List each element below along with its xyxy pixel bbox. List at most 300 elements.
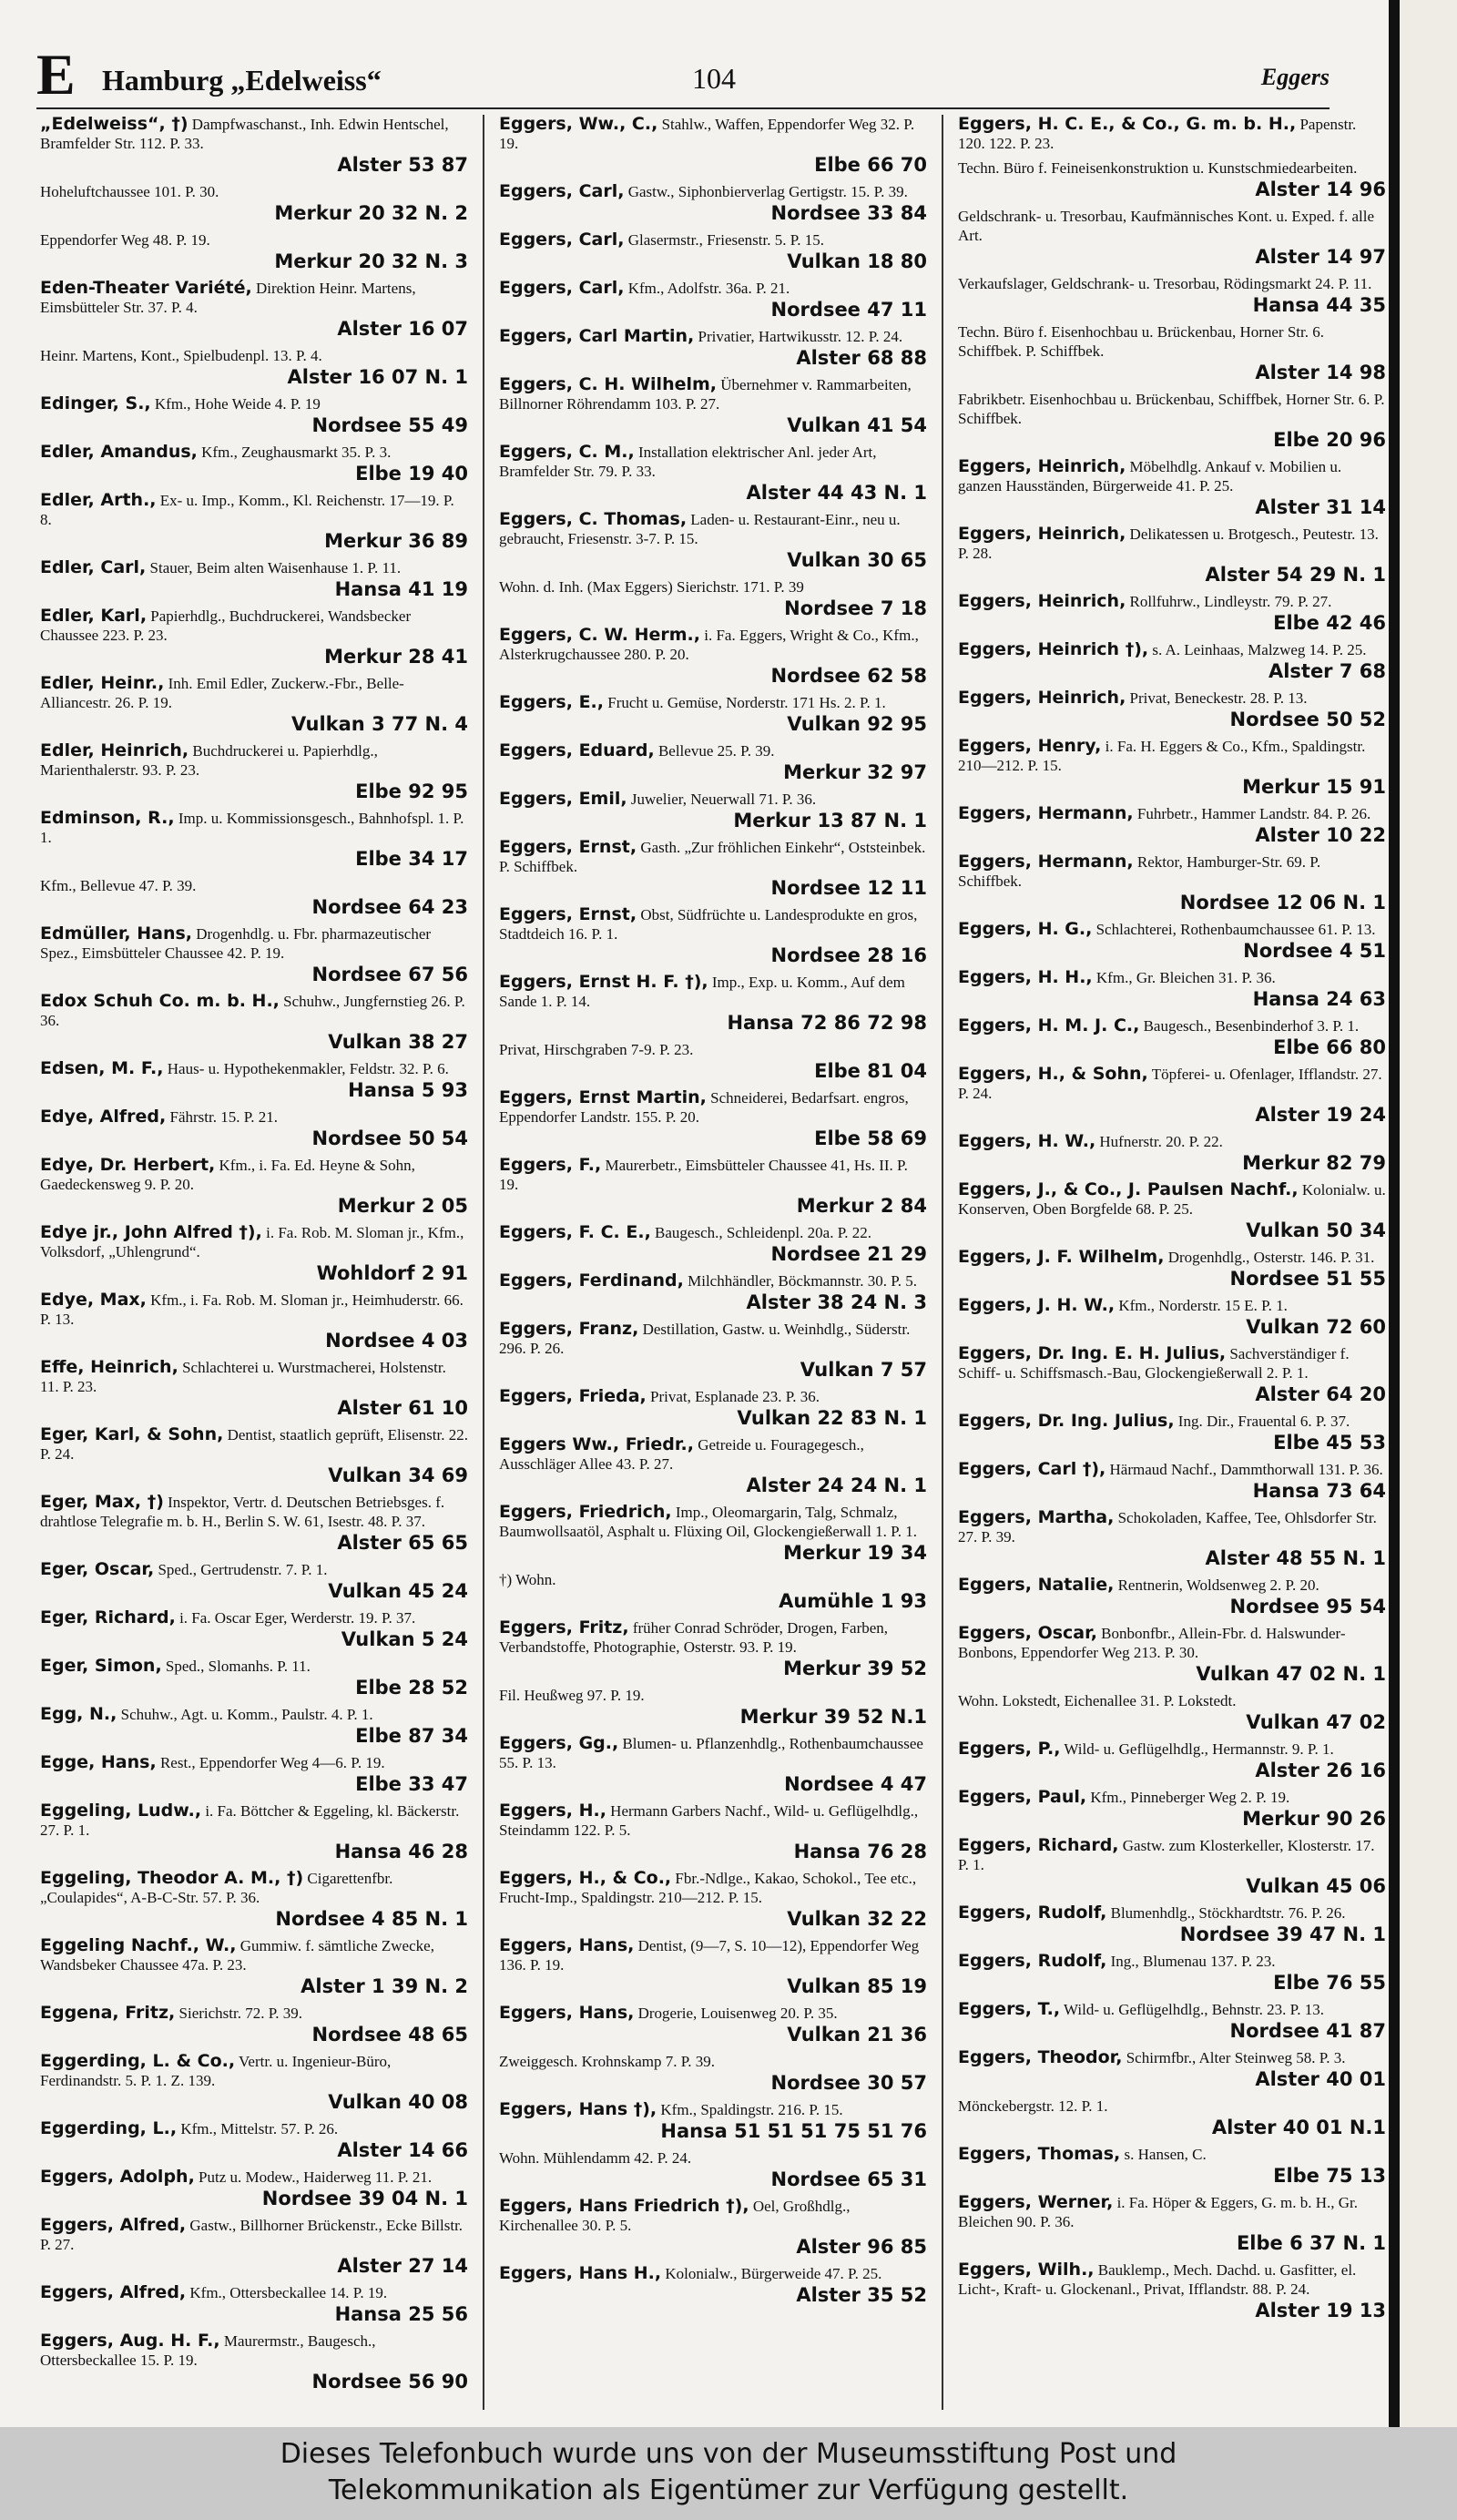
directory-entry (958, 158, 1386, 201)
entry-description: Putz u. Modew., Haiderweg 11. P. 21. (199, 2168, 433, 2186)
entry-telephone: Vulkan 47 02 (1246, 1711, 1386, 1733)
entry-telephone: Elbe 42 46 (1273, 612, 1386, 634)
entry-telephone: Nordsee 64 23 (311, 896, 468, 918)
running-head: Eggers (1260, 64, 1330, 90)
entry-telephone: Hansa 25 56 (334, 2303, 468, 2325)
entry-name: Edler, Arth., (40, 490, 157, 510)
entry-telephone: Hansa 73 64 (1252, 1480, 1386, 1502)
entry-description: Juwelier, Neuerwall 71. P. 36. (630, 791, 817, 808)
entry-telephone: Alster 48 55 N. 1 (1205, 1547, 1386, 1569)
entry-name: Eggers, Aug. H. F., (40, 2331, 220, 2351)
header-city: Hamburg „Edelweiss“ (102, 64, 382, 97)
entry-telephone: Nordsee 55 49 (311, 414, 468, 436)
entry-telephone: Alster 65 65 (337, 1532, 468, 1554)
entry-description: Fuhrbetr., Hammer Landstr. 84. P. 26. (1136, 805, 1371, 822)
entry-telephone: Elbe 66 80 (1273, 1036, 1386, 1058)
directory-entry (499, 905, 927, 967)
entry-telephone: Vulkan 22 83 N. 1 (737, 1407, 927, 1429)
entry-name: Eggers, Hans, (499, 2003, 635, 2023)
directory-entry (958, 689, 1386, 731)
entry-telephone: Hansa 41 19 (334, 578, 468, 600)
directory-entry (40, 1560, 468, 1603)
entry-description: †) Wohn. (499, 1571, 556, 1588)
entry-telephone: Elbe 76 55 (1273, 1972, 1386, 1994)
entry-description: Schlachterei u. Wurstmacherei, Holstenstr. 11. P. 23. (40, 1359, 446, 1395)
entry-telephone: Alster 38 24 N. 3 (746, 1291, 927, 1313)
entry-name: „Edelweiss“, †) (40, 115, 188, 134)
entry-description: Wohn. d. Inh. (Max Eggers) Sierichstr. 171. P. 39 (499, 578, 804, 596)
entry-telephone: Merkur 20 32 N. 3 (274, 250, 468, 272)
entry-description: Kfm., Zeughausmarkt 35. P. 3. (201, 444, 392, 461)
entry-telephone: Alster 96 85 (796, 2236, 927, 2258)
entry-description: Stauer, Beim alten Waisenhause 1. P. 11. (149, 559, 402, 576)
entry-description: Hermann Garbers Nachf., Wild- u. Geflügelhdlg., Steindamm 122. P. 5. (499, 1802, 919, 1839)
entry-description: Bauklemp., Mech. Dachd. u. Gasfitter, el. Licht-, Kraft- u. Glockenanl., Privat, Ifflandstr. 88. P. 24. (958, 2261, 1357, 2298)
directory-entry (499, 1503, 927, 1565)
entry-telephone: Merkur 36 89 (324, 530, 468, 552)
entry-name: Eggers, Hans †), (499, 2099, 657, 2119)
entry-name: Eggers, H. G., (958, 919, 1093, 939)
section-letter: E (36, 42, 76, 107)
entry-telephone: Merkur 20 32 N. 2 (274, 202, 468, 224)
column-divider (483, 115, 484, 2410)
entry-description: Vertr. u. Ingenieur-Büro, Ferdinandstr. 5. P. 1. Z. 139. (40, 2053, 392, 2089)
entry-telephone: Merkur 90 26 (1242, 1808, 1386, 1830)
directory-entry (958, 1412, 1386, 1454)
directory-entry (40, 2052, 468, 2114)
entry-name: Eggers, Eduard, (499, 740, 655, 760)
directory-entry (499, 741, 927, 784)
directory-entry (40, 876, 468, 919)
entry-telephone: Vulkan 3 77 N. 4 (291, 713, 468, 735)
entry-telephone: Vulkan 21 36 (787, 2024, 927, 2046)
directory-entry (40, 674, 468, 736)
entry-description: Imp., Oleomargarin, Talg, Schmalz, Baumwollsaatöl, Asphalt u. Flüxing Oil, Glockengießerwall 1. P. 1. (499, 1504, 917, 1540)
entry-description: Blumenhdlg., Stöckhardtstr. 76. P. 26. (1110, 1904, 1346, 1922)
entry-telephone: Elbe 87 34 (355, 1725, 468, 1747)
entry-description: Dentist, staatlich geprüft, Elisenstr. 22. P. 24. (40, 1426, 468, 1463)
directory-entry (499, 1387, 927, 1430)
entry-name: Eggers, Hermann, (958, 852, 1134, 872)
entry-telephone: Vulkan 47 02 N. 1 (1196, 1663, 1386, 1685)
directory-entry (40, 1107, 468, 1150)
entry-description: Schneiderei, Bedarfsart. engros, Eppendorfer Landstr. 155. P. 20. (499, 1089, 909, 1126)
entry-description: Obst, Südfrüchte u. Landesprodukte en gros, Stadtdeich 16. P. 1. (499, 906, 918, 943)
entry-telephone: Vulkan 34 69 (328, 1464, 468, 1486)
directory-entry (958, 1344, 1386, 1406)
entry-description: Delikatessen u. Brotgesch., Peutestr. 13. P. 28. (958, 525, 1379, 562)
entry-telephone: Aumühle 1 93 (779, 1590, 927, 1612)
entry-description: Geldschrank- u. Tresorbau, Kaufmännisches Kont. u. Exped. f. alle Art. (958, 208, 1375, 244)
entry-description: Eppendorfer Weg 48. P. 19. (40, 231, 210, 249)
entry-description: Wild- u. Geflügelhdlg., Hermannstr. 9. P. 1. (1064, 1740, 1334, 1758)
entry-telephone: Nordsee 4 03 (325, 1330, 468, 1352)
directory-entry (499, 790, 927, 832)
entry-name: Eggers, H., (499, 1801, 606, 1821)
directory-entry (40, 1705, 468, 1748)
directory-entry (40, 1059, 468, 1102)
directory-entry (40, 230, 468, 273)
directory-entry (40, 1657, 468, 1699)
directory-entry (499, 230, 927, 273)
entry-description: Fährstr. 15. P. 21. (169, 1108, 279, 1126)
entry-name: Eggers, Dr. Ing. Julius, (958, 1411, 1175, 1431)
directory-entry (499, 115, 927, 177)
directory-entry (958, 1508, 1386, 1570)
entry-name: Eggers, Alfred, (40, 2282, 187, 2302)
directory-entry (958, 1016, 1386, 1059)
entry-name: Eggers, Carl, (499, 181, 625, 201)
entry-telephone: Wohldorf 2 91 (316, 1262, 468, 1284)
column-1 (40, 115, 468, 2410)
entry-description: Drogenhdlg. u. Fbr. pharmazeutischer Spez., Eimsbütteler Chaussee 42. P. 19. (40, 925, 432, 962)
entry-description: Hufnerstr. 20. P. 22. (1099, 1133, 1223, 1150)
entry-description: Techn. Büro f. Feineisenkonstruktion u. Kunstschmiedearbeiten. (958, 159, 1358, 177)
directory-entry (958, 1460, 1386, 1503)
entry-telephone: Merkur 32 97 (783, 761, 927, 783)
entry-name: Edler, Carl, (40, 557, 147, 577)
footer-notice (0, 2427, 1457, 2520)
entry-telephone: Alster 54 29 N. 1 (1205, 564, 1386, 586)
entry-telephone: Merkur 2 84 (796, 1195, 927, 1217)
entry-description: Sierichstr. 72. P. 39. (178, 2005, 303, 2022)
directory-entry (499, 1869, 927, 1931)
entry-telephone: Vulkan 85 19 (787, 1975, 927, 1997)
entry-description: Wild- u. Geflügelhdlg., Behnstr. 23. P. 13. (1064, 2001, 1324, 2018)
entry-name: Eggers, Carl, (499, 230, 625, 250)
entry-telephone: Hansa 5 93 (348, 1079, 468, 1101)
entry-description: Privat, Beneckestr. 28. P. 13. (1129, 689, 1308, 707)
entry-description: Rentnerin, Woldsenweg 2. P. 20. (1117, 1576, 1319, 1594)
entry-description: Sped., Slomanhs. P. 11. (165, 1658, 311, 1675)
entry-telephone: Elbe 6 37 N. 1 (1236, 2232, 1386, 2254)
directory-entry (958, 1788, 1386, 1831)
entry-description: Fil. Heußweg 97. P. 19. (499, 1687, 645, 1704)
entry-name: Eggers, H. H., (958, 967, 1093, 987)
entry-name: Eggerding, L., (40, 2118, 178, 2138)
entry-description: Gastw., Billhorner Brückenstr., Ecke Billstr. P. 27. (40, 2217, 464, 2253)
entry-name: Edox Schuh Co. m. b. H., (40, 991, 280, 1011)
entry-description: Übernehmer v. Rammarbeiten, Billnorner Röhrendamm 103. P. 27. (499, 376, 912, 413)
entry-telephone: Vulkan 45 06 (1246, 1875, 1386, 1897)
entry-telephone: Elbe 28 52 (355, 1677, 468, 1699)
entry-telephone: Hansa 72 86 72 98 (727, 1012, 927, 1034)
directory-entry (958, 2193, 1386, 2255)
entry-telephone: Elbe 81 04 (814, 1060, 927, 1082)
entry-description: Kfm., Gr. Bleichen 31. P. 36. (1095, 969, 1276, 986)
entry-name: Edye, Dr. Herbert, (40, 1155, 216, 1175)
entry-name: Edye, Alfred, (40, 1107, 167, 1127)
directory-entry (499, 443, 927, 505)
page-header (36, 44, 1330, 109)
directory-entry (499, 1686, 927, 1729)
entry-description: Kfm., Pinneberger Weg 2. P. 19. (1090, 1789, 1290, 1806)
entry-name: Eggeling Nachf., W., (40, 1935, 237, 1955)
entry-name: Eggers, C. Thomas, (499, 509, 688, 529)
entry-telephone: Elbe 66 70 (814, 154, 927, 176)
directory-entry (958, 2048, 1386, 2091)
entry-telephone: Nordsee 4 47 (784, 1773, 927, 1795)
directory-entry (958, 1836, 1386, 1898)
entry-description: Maurerbetr., Eimsbütteler Chaussee 41, Hs. II. P. 19. (499, 1157, 908, 1193)
entry-telephone: Nordsee 28 16 (770, 944, 927, 966)
directory-entry (40, 2331, 468, 2393)
entry-description: i. Fa. H. Eggers & Co., Kfm., Spaldingstr. 210—212. P. 15. (958, 738, 1366, 774)
entry-description: Schuhw., Agt. u. Komm., Paulstr. 4. P. 1. (120, 1706, 373, 1723)
directory-entry (40, 2004, 468, 2046)
entry-description: Techn. Büro f. Eisenhochbau u. Brückenbau, Horner Str. 6. Schiffbek. P. Schiffbek. (958, 323, 1324, 360)
entry-telephone: Hansa 44 35 (1252, 294, 1386, 316)
entry-telephone: Vulkan 72 60 (1246, 1316, 1386, 1338)
entry-description: Verkaufslager, Geldschrank- u. Tresorbau, Rödingsmarkt 24. P. 11. (958, 275, 1372, 292)
directory-entry (40, 558, 468, 601)
directory-entry (40, 1869, 468, 1931)
entry-description: s. Hansen, C. (1124, 2146, 1207, 2163)
entry-description: Dampfwaschanst., Inh. Edwin Hentschel, Bramfelder Str. 112. P. 33. (40, 116, 449, 152)
entry-telephone: Alster 19 24 (1255, 1104, 1386, 1126)
entry-description: Kfm., i. Fa. Rob. M. Sloman jr., Heimhuderstr. 66. P. 13. (40, 1291, 464, 1328)
directory-entry (40, 809, 468, 871)
entry-telephone: Vulkan 92 95 (787, 713, 927, 735)
entry-telephone: Nordsee 12 06 N. 1 (1179, 892, 1386, 913)
directory-entry (958, 207, 1386, 269)
entry-telephone: Alster 7 68 (1268, 660, 1386, 682)
entry-telephone: Nordsee 7 18 (784, 597, 927, 619)
directory-entry (499, 279, 927, 321)
entry-telephone: Alster 64 20 (1255, 1383, 1386, 1405)
directory-entry (40, 607, 468, 668)
directory-entry (40, 279, 468, 341)
directory-entry (958, 737, 1386, 799)
entry-description: Frucht u. Gemüse, Norderstr. 171 Hs. 2. P. 1. (607, 694, 886, 711)
entry-description: Gasth. „Zur fröhlichen Einkehr“, Oststeinbek. P. Schiffbek. (499, 839, 926, 875)
entry-name: Eggers, J., & Co., J. Paulsen Nachf., (958, 1179, 1299, 1199)
entry-description: Privat, Hirschgraben 7-9. P. 23. (499, 1041, 694, 1058)
directory-entry (958, 852, 1386, 914)
entry-name: Eger, Richard, (40, 1607, 176, 1627)
entry-telephone: Nordsee 50 54 (311, 1127, 468, 1149)
entry-name: Eggers, Ernst, (499, 837, 637, 857)
entry-description: Zweiggesch. Krohnskamp 7. P. 39. (499, 2053, 716, 2070)
entry-name: Eggers, Natalie, (958, 1575, 1115, 1595)
entry-description: Sped., Gertrudenstr. 7. P. 1. (158, 1561, 328, 1578)
directory-entry (958, 1248, 1386, 1291)
entry-name: Eggers, Werner, (958, 2192, 1114, 2212)
entry-description: Gummiw. f. sämtliche Zwecke, Wandsbeker Chaussee 47a. P. 23. (40, 1937, 434, 1974)
entry-telephone: Elbe 34 17 (355, 848, 468, 870)
directory-entry (499, 1223, 927, 1266)
entry-telephone: Vulkan 40 08 (328, 2091, 468, 2113)
directory-entry (499, 626, 927, 688)
entry-telephone: Elbe 75 13 (1273, 2165, 1386, 2187)
entry-telephone: Alster 14 96 (1255, 179, 1386, 200)
entry-description: Installation elektrischer Anl. jeder Art, Bramfelder Str. 79. P. 33. (499, 444, 877, 480)
directory-entry (958, 640, 1386, 683)
entry-description: Inh. Emil Edler, Zuckerw.-Fbr., Belle-Alliancestr. 26. P. 19. (40, 675, 404, 711)
entry-name: Eggers, P., (958, 1739, 1061, 1759)
directory-entry (40, 1936, 468, 1998)
entry-description: Schokoladen, Kaffee, Tee, Ohlsdorfer Str. 27. P. 39. (958, 1509, 1377, 1546)
entry-telephone: Merkur 2 05 (337, 1195, 468, 1217)
directory-entry (958, 390, 1386, 452)
directory-entry (499, 1936, 927, 1998)
entry-description: Getreide u. Fouragegesch., Ausschläger Allee 43. P. 27. (499, 1436, 864, 1473)
entry-name: Eggers, Ww., C., (499, 115, 658, 134)
directory-entry (958, 1296, 1386, 1339)
entry-description: Cigarettenfbr. „Coulapides“, A-B-C-Str. 57. P. 36. (40, 1870, 393, 1906)
directory-entry (40, 1291, 468, 1352)
directory-entry (40, 1156, 468, 1218)
entry-description: Dentist, (9—7, S. 10—12), Eppendorfer Weg 136. P. 19. (499, 1937, 920, 1974)
entry-description: Töpferei- u. Ofenlager, Ifflandstr. 27. P. 24. (958, 1066, 1382, 1102)
next-page-strip (1400, 0, 1457, 2427)
entry-description: Schirmfbr., Alter Steinweg 58. P. 3. (1126, 2049, 1346, 2066)
entry-telephone: Nordsee 65 31 (770, 2168, 927, 2190)
entry-telephone: Alster 1 39 N. 2 (301, 1975, 468, 1997)
entry-name: Eggers, H. C. E., & Co., G. m. b. H., (958, 115, 1297, 134)
column-3 (958, 115, 1386, 2410)
directory-entry (40, 1358, 468, 1420)
directory-entry (499, 1570, 927, 1613)
directory-entry (958, 968, 1386, 1011)
entry-telephone: Nordsee 39 47 N. 1 (1179, 1923, 1386, 1945)
entry-name: Effe, Heinrich, (40, 1357, 178, 1377)
directory-entry (499, 838, 927, 900)
entry-description: Kfm., Adolfstr. 36a. P. 21. (627, 280, 790, 297)
entry-description: Möbelhdlg. Ankauf v. Mobilien u. ganzen Hausständen, Bürgerweide 41. P. 25. (958, 458, 1342, 495)
entry-telephone: Alster 27 14 (337, 2255, 468, 2277)
entry-telephone: Nordsee 4 51 (1243, 940, 1386, 962)
entry-description: Kfm., i. Fa. Ed. Heyne & Sohn, Gaedeckensweg 9. P. 20. (40, 1157, 415, 1193)
directory-entry (958, 2145, 1386, 2188)
entry-telephone: Alster 68 88 (796, 347, 927, 369)
entry-name: Eggers, H., & Sohn, (958, 1064, 1148, 1084)
entry-description: Drogerie, Louisenweg 20. P. 35. (637, 2005, 838, 2022)
entry-telephone: Merkur 82 79 (1242, 1152, 1386, 1174)
entry-description: Kfm., Hohe Weide 4. P. 19 (154, 395, 321, 413)
entry-description: Kfm., Bellevue 47. P. 39. (40, 877, 197, 894)
entry-telephone: Elbe 20 96 (1273, 429, 1386, 451)
entry-name: Eggers, Richard, (958, 1835, 1119, 1855)
entry-name: Eggers, Hans, (499, 1935, 635, 1955)
entry-telephone: Elbe 45 53 (1273, 1432, 1386, 1454)
entry-telephone: Alster 31 14 (1255, 496, 1386, 518)
entry-telephone: Alster 24 24 N. 1 (746, 1474, 927, 1496)
directory-entry (958, 1065, 1386, 1127)
entry-name: Eggers, Franz, (499, 1319, 639, 1339)
entry-telephone: Alster 35 52 (796, 2284, 927, 2306)
entry-name: Eggers, J. H. W., (958, 1295, 1116, 1315)
directory-entry (958, 920, 1386, 963)
entry-description: Wohn. Lokstedt, Eichenallee 31. P. Lokstedt. (958, 1692, 1237, 1709)
directory-entry (499, 2004, 927, 2046)
directory-entry (40, 1801, 468, 1863)
entry-name: Eger, Karl, & Sohn, (40, 1424, 224, 1444)
entry-name: Eggeling, Ludw., (40, 1801, 202, 1821)
entry-name: Eggers, Martha, (958, 1507, 1115, 1527)
directory-entry (40, 443, 468, 485)
entry-telephone: Vulkan 45 24 (328, 1580, 468, 1602)
entry-description: Ing., Blumenau 137. P. 23. (1110, 1953, 1276, 1970)
entry-description: s. A. Leinhaas, Malzweg 14. P. 25. (1152, 641, 1367, 658)
directory-entry (40, 491, 468, 553)
entry-name: Eggers, F., (499, 1155, 602, 1175)
entry-description: i. Fa. Rob. M. Sloman jr., Kfm., Volksdorf, „Uhlengrund“. (40, 1224, 464, 1260)
entry-name: Eggers, Gg., (499, 1733, 619, 1753)
entry-name: Eggers, Frieda, (499, 1386, 647, 1406)
entry-telephone: Merkur 19 34 (783, 1542, 927, 1564)
entry-name: Eggers, Hermann, (958, 803, 1134, 823)
directory-entry (499, 327, 927, 370)
entry-name: Eggers, F. C. E., (499, 1222, 651, 1242)
directory-entry (958, 2000, 1386, 2043)
entry-description: Rollfuhrw., Lindleystr. 79. P. 27. (1129, 593, 1332, 610)
entry-description: Wohn. Mühlendamm 42. P. 24. (499, 2149, 692, 2167)
entry-name: Eger, Max, †) (40, 1492, 164, 1512)
directory-entry (958, 1132, 1386, 1175)
entry-description: Ing. Dir., Frauental 6. P. 37. (1177, 1413, 1350, 1430)
entry-description: Kfm., Spaldingstr. 216. P. 15. (660, 2101, 843, 2118)
entry-telephone: Alster 53 87 (337, 154, 468, 176)
entry-name: Edler, Amandus, (40, 442, 198, 462)
column-divider (942, 115, 943, 2410)
directory-entry (40, 2283, 468, 2326)
directory-entry (40, 2119, 468, 2162)
entry-name: Eggers, Ferdinand, (499, 1270, 684, 1291)
directory-entry (499, 1435, 927, 1497)
directory-entry (40, 394, 468, 437)
directory-entry (40, 1223, 468, 1285)
directory-entry (40, 924, 468, 986)
entry-name: Eggers, Theodor, (958, 2047, 1123, 2067)
entry-telephone: Nordsee 30 57 (770, 2072, 927, 2094)
entry-description: Oel, Großhdlg., Kirchenallee 30. P. 5. (499, 2198, 851, 2234)
page-number: 104 (692, 62, 736, 95)
entry-description: Kolonialw., Bürgerweide 47. P. 25. (665, 2265, 882, 2282)
entry-telephone: Nordsee 47 11 (770, 299, 927, 321)
entry-name: Eggers, C. W. Herm., (499, 625, 700, 645)
entry-name: Eden-Theater Variété, (40, 278, 252, 298)
entry-name: Eggers, Ernst Martin, (499, 1087, 707, 1107)
directory-entry (499, 1618, 927, 1680)
entry-description: Buchdruckerei u. Papierhdlg., Marienthalerstr. 93. P. 23. (40, 742, 378, 779)
directory-entry (40, 2168, 468, 2210)
entry-name: Eggers, H., & Co., (499, 1868, 672, 1888)
directory-entry (499, 2148, 927, 2191)
directory-entry (958, 525, 1386, 587)
entry-description: Bonbonfbr., Allein-Fbr. d. Halswunder-Bonbons, Eppendorfer Weg 213. P. 30. (958, 1625, 1346, 1661)
entry-description: Papenstr. 120. 122. P. 23. (958, 116, 1357, 152)
entry-telephone: Vulkan 30 65 (787, 549, 927, 571)
footer-line-2: Telekommunikation als Eigentümer zur Verfügung gestellt. (328, 2474, 1129, 2506)
entry-name: Eggena, Fritz, (40, 2003, 176, 2023)
directory-entry (40, 182, 468, 225)
entry-description: Schlachterei, Rothenbaumchaussee 61. P. 13. (1095, 921, 1376, 938)
entry-name: Eggers, Alfred, (40, 2215, 187, 2235)
entry-name: Edsen, M. F., (40, 1058, 164, 1078)
entry-telephone: Alster 10 22 (1255, 824, 1386, 846)
entry-telephone: Vulkan 50 34 (1246, 1219, 1386, 1241)
entry-name: Eggers, Hans H., (499, 2263, 662, 2283)
directory-entry (499, 2100, 927, 2143)
directory-entry (958, 2260, 1386, 2322)
directory-entry (40, 1753, 468, 1796)
directory-entry (499, 375, 927, 437)
entry-name: Eggers, Thomas, (958, 2144, 1121, 2164)
entry-description: i. Fa. Höper & Eggers, G. m. b. H., Gr. Bleichen 90. P. 36. (958, 2194, 1358, 2230)
entry-description: Schuhw., Jungfernstieg 26. P. 36. (40, 993, 465, 1029)
directory-entry (958, 592, 1386, 635)
